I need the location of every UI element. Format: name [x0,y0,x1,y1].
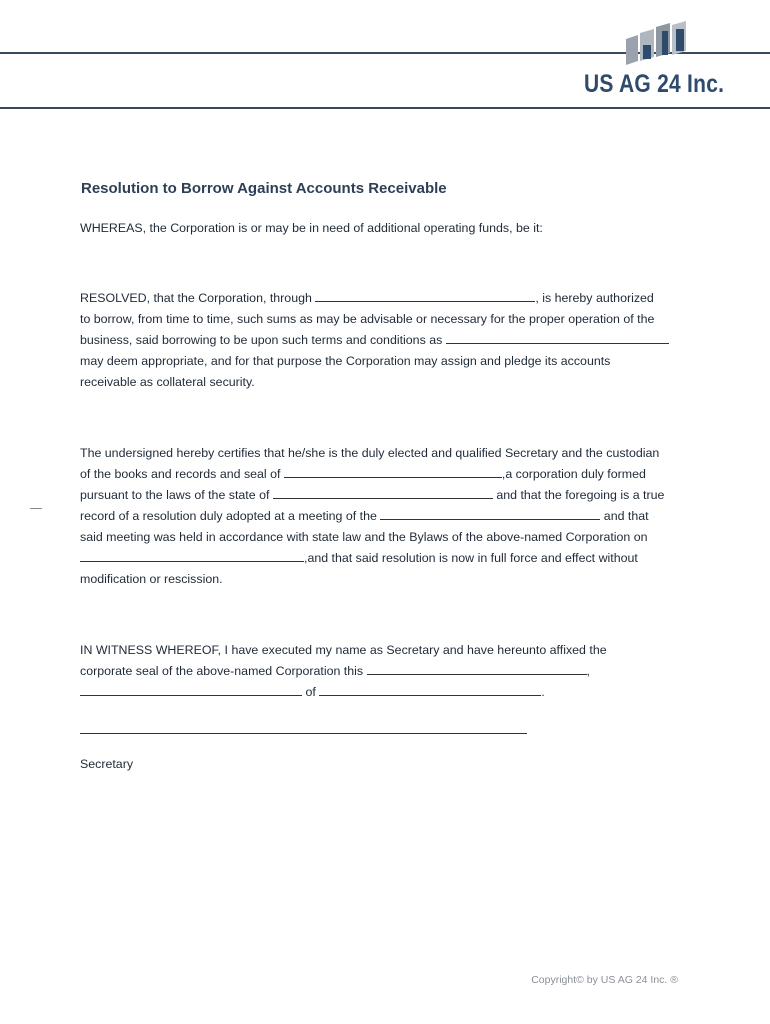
corporation-name-field[interactable] [284,465,502,478]
resolved-text-1b: , is hereby authorized [535,291,654,305]
resolved-line-5: receivable as collateral security. [80,375,255,389]
certification-text-2a: of the books and records and seal of [80,467,281,481]
certification-line-5: said meeting was held in accordance with state law and the Bylaws of the above-named Corporation on [80,530,648,544]
resolved-text-1a: RESOLVED, that the Corporation, through [80,291,312,305]
certification-text-3b: and that the foregoing is a true [496,488,665,502]
witness-year-field[interactable] [319,683,541,696]
margin-mark [30,508,42,509]
certification-text-4a: record of a resolution duly adopted at a meeting of the [80,509,377,523]
witness-text-2b: , [586,664,590,678]
meeting-date-field[interactable] [80,549,304,562]
certification-line-2 [80,464,646,485]
resolved-line-2: to borrow, from time to time, such sums as may be advisable or necessary for the proper operation of the [80,312,655,326]
witness-text-2a: corporate seal of the above-named Corporation this [80,664,364,678]
company-name-logo: US AG 24 Inc. [584,70,725,98]
state-field[interactable] [273,486,493,499]
certification-text-4b: and that [603,509,649,523]
meeting-body-field[interactable] [380,507,600,520]
certification-line-4 [80,506,649,527]
signature-line[interactable] [80,733,527,734]
lender-name-field[interactable] [315,289,535,302]
document-title: Resolution to Borrow Against Accounts Receivable [81,180,447,197]
witness-line-1: IN WITNESS WHEREOF, I have executed my name as Secretary and have hereunto affixed the [80,643,607,657]
resolved-line-1 [80,288,654,309]
resolved-text-3a: business, said borrowing to be upon such terms and conditions as [80,333,443,347]
certification-line-6 [80,548,638,569]
copyright-footer: Copyright© by US AG 24 Inc. ® [531,974,678,986]
terms-approver-field[interactable] [446,331,669,344]
witness-line-3 [80,682,545,703]
witness-month-field[interactable] [80,683,302,696]
resolved-line-4: may deem appropriate, and for that purpose the Corporation may assign and pledge its accounts [80,354,611,368]
certification-text-6b: ,and that said resolution is now in full force and effect without [304,551,638,565]
header-bottom-rule [0,107,770,109]
company-logo-icon [624,21,694,69]
whereas-clause: WHEREAS, the Corporation is or may be in need of additional operating funds, be it: [80,221,543,235]
certification-text-3a: pursuant to the laws of the state of [80,488,270,502]
certification-line-7: modification or rescission. [80,572,223,586]
witness-text-3b: . [541,685,545,699]
witness-day-field[interactable] [367,662,587,675]
certification-line-1: The undersigned hereby certifies that he/she is the duly elected and qualified Secretary and the custodian [80,446,660,460]
signature-label: Secretary [80,757,134,771]
witness-text-of: of [305,685,316,699]
witness-line-2 [80,661,590,682]
certification-text-2b: ,a corporation duly formed [501,467,646,481]
certification-line-3 [80,485,664,506]
resolved-line-3 [80,330,669,351]
